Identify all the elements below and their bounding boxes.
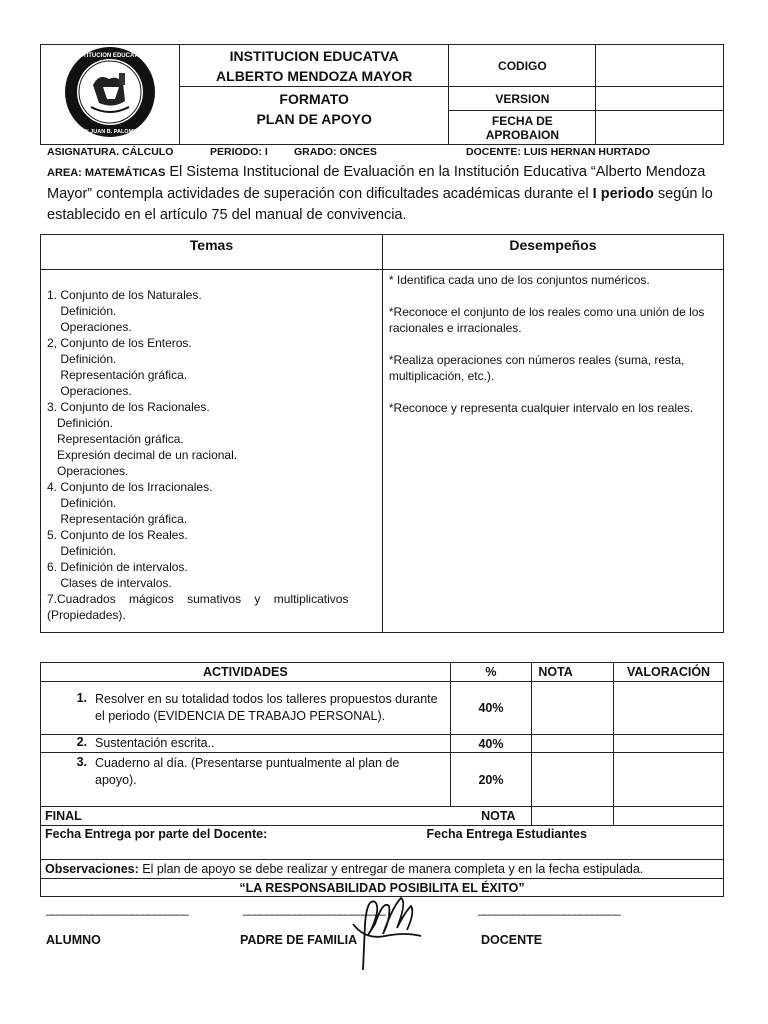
actividad-number: 1.	[76, 691, 87, 705]
tema-line: 7.Cuadrados mágicos sumativos y multiplicativos	[47, 592, 349, 606]
tema-line: 5. Conjunto de los Reales.	[47, 528, 188, 542]
observaciones-text: El plan de apoyo se debe realizar y entregar de manera completa y en la fecha estipulada.	[138, 862, 644, 876]
valoracion-header: VALORACIÓN	[614, 663, 724, 682]
format-cell	[179, 87, 449, 145]
desempenos-list	[389, 272, 715, 416]
fecha-docente-label: Fecha Entrega por parte del Docente:	[45, 827, 268, 841]
actividad-valoracion	[614, 753, 724, 807]
padre-label: PADRE DE FAMILIA	[240, 933, 358, 947]
alumno-label: ALUMNO	[46, 933, 101, 947]
fecha-label-line-2: APROBAION	[485, 127, 560, 142]
institution-line-1: INSTITUCION EDUCATVA	[229, 47, 399, 64]
desempeno-item: *Reconoce el conjunto de los reales como una unión de los racionales e irracionales.	[388, 305, 705, 335]
temas-heading: Temas	[41, 235, 383, 270]
grado-label: GRADO: ONCES	[294, 146, 377, 158]
codigo-label: CODIGO	[498, 58, 547, 73]
actividad-valoracion	[614, 682, 724, 735]
tema-line: Definición.	[47, 352, 117, 366]
tema-line: Expresión decimal de un racional.	[47, 448, 238, 462]
tema-line: 2, Conjunto de los Enteros.	[47, 336, 192, 350]
temas-list	[47, 287, 378, 623]
desempenos-heading: Desempeños	[382, 235, 723, 270]
docente-label: DOCENTE: LUIS HERNAN HURTADO	[466, 146, 651, 158]
desempeno-item: *Reconoce y representa cualquier intervalo en los reales.	[388, 401, 694, 415]
actividad-text: Sustentación escrita..	[95, 736, 215, 750]
final-nota-value	[614, 807, 724, 826]
version-label: VERSION	[495, 91, 550, 106]
alumno-signature-line: _________________________	[46, 902, 188, 916]
temas-desempenos-table	[40, 234, 724, 633]
codigo-value-cell	[596, 45, 724, 87]
institution-line-2: ALBERTO MENDOZA MAYOR	[216, 67, 413, 84]
docente-signature-label: DOCENTE	[481, 933, 543, 947]
actividad-text: Cuaderno al día. (Presentarse puntualmente al plan de apoyo).	[95, 756, 400, 787]
padre-signature-line: _________________________	[243, 902, 385, 916]
seal-bottom-text: SAN JUAN B. PALOMINO	[76, 129, 143, 135]
format-line-2: PLAN DE APOYO	[256, 111, 372, 127]
periodo-label: PERIODO: I	[210, 146, 268, 158]
actividades-table	[40, 662, 724, 897]
school-seal-icon	[63, 45, 157, 139]
area-label: AREA: MATEMÁTICAS	[47, 167, 166, 179]
tema-line: Definición.	[47, 416, 114, 430]
logo-cell	[41, 45, 180, 145]
actividad-row	[41, 735, 724, 753]
tema-line: 1. Conjunto de los Naturales.	[47, 288, 202, 302]
fecha-value-cell	[596, 111, 724, 145]
tema-line: 6. Definición de intervalos.	[47, 560, 188, 574]
actividad-percent: 40%	[450, 735, 532, 753]
header-table	[40, 44, 724, 145]
actividad-text: Resolver en su totalidad todos los talleres propuestos durante el periodo (EVIDENCIA DE TRABAJO PERSONAL).	[95, 692, 438, 723]
actividad-valoracion	[614, 735, 724, 753]
tema-line: Operaciones.	[47, 464, 129, 478]
tema-line: Representación gráfica.	[47, 432, 184, 446]
format-line-1: FORMATO	[279, 91, 349, 107]
institution-name-cell	[179, 45, 449, 87]
tema-line: Operaciones.	[47, 384, 132, 398]
intro-paragraph	[47, 162, 719, 226]
intro-text-1: El Sistema Institucional de Evaluación en la Institución Educativa “Alberto Mendoza Mayor” contempla actividades de superación con dificultades académicas durante el	[47, 164, 706, 202]
seal-top-text: INSTITUCION EDUCATIVA	[72, 53, 147, 59]
actividad-number: 2.	[76, 735, 87, 749]
desempenos-cell	[382, 270, 723, 633]
tema-line: Operaciones.	[47, 320, 132, 334]
fecha-label-line-1: FECHA DE	[491, 113, 553, 128]
desempeno-item: *Realiza operaciones con números reales (suma, resta, multiplicación, etc.).	[388, 353, 685, 383]
asignatura-label: ASIGNATURA. CÁLCULO	[47, 146, 174, 158]
tema-line: Definición.	[47, 544, 117, 558]
intro-period: I periodo	[592, 186, 654, 202]
fecha-label-cell	[449, 111, 596, 145]
tema-line: 4. Conjunto de los Irracionales.	[47, 480, 213, 494]
actividad-nota	[532, 753, 614, 807]
version-label-cell	[449, 87, 596, 111]
tema-line: (Propiedades).	[47, 608, 126, 622]
temas-cell	[41, 270, 383, 633]
actividad-row	[41, 753, 724, 807]
tema-line: 3. Conjunto de los Racionales.	[47, 400, 210, 414]
codigo-label-cell	[449, 45, 596, 87]
tema-line: Definición.	[47, 496, 117, 510]
nota-header: NOTA	[532, 663, 614, 682]
percent-header: %	[450, 663, 532, 682]
motto: “LA RESPONSABILIDAD POSIBILITA EL ÉXITO”	[41, 879, 724, 897]
observaciones-cell	[41, 860, 724, 879]
actividades-header: ACTIVIDADES	[41, 663, 451, 682]
version-value-cell	[596, 87, 724, 111]
tema-line: Representación gráfica.	[47, 512, 188, 526]
actividad-nota	[532, 682, 614, 735]
docente-signature-line: _________________________	[478, 902, 620, 916]
tema-line: Definición.	[47, 304, 117, 318]
actividad-row	[41, 682, 724, 735]
actividad-nota	[532, 735, 614, 753]
actividad-percent: 40%	[450, 682, 532, 735]
actividad-percent: 20%	[450, 753, 532, 807]
fecha-estudiantes-label: Fecha Entrega Estudiantes	[426, 827, 587, 841]
final-label: FINAL	[45, 809, 82, 823]
intro-text-2: según lo establecido en el artículo 75 del manual de convivencia.	[47, 186, 713, 223]
handwritten-signature	[345, 884, 425, 976]
desempeno-item: * Identifica cada uno de los conjuntos numéricos.	[388, 273, 650, 287]
tema-line: Representación gráfica.	[47, 368, 188, 382]
tema-line: Clases de intervalos.	[47, 576, 172, 590]
observaciones-label: Observaciones:	[45, 862, 139, 876]
actividad-number: 3.	[76, 755, 87, 769]
nota-final-label: NOTA	[481, 809, 516, 823]
